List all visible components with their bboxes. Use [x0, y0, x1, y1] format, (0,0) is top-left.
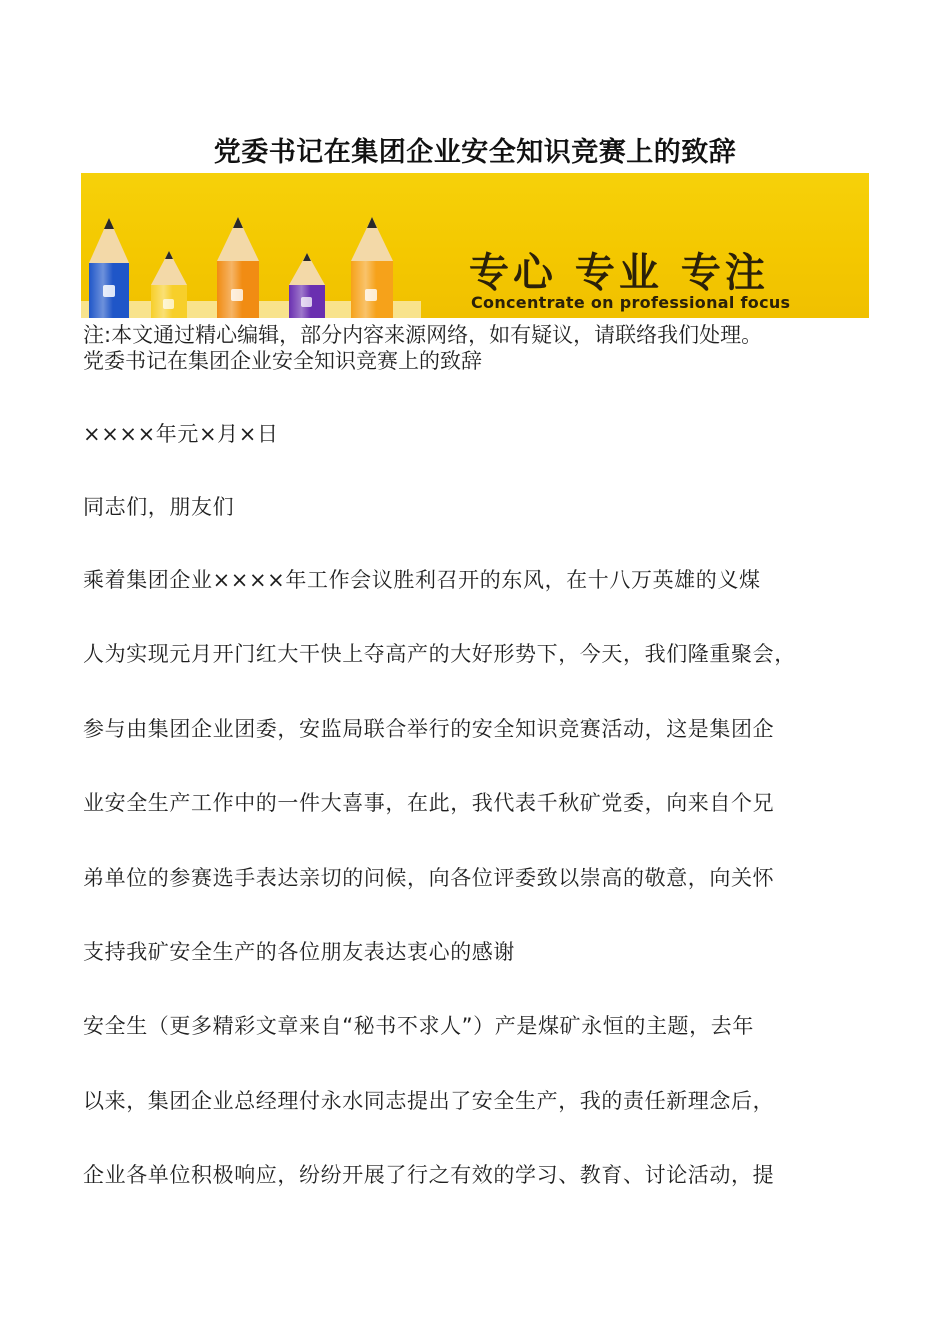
paragraph-line: 业安全生产工作中的一件大喜事，在此，我代表千秋矿党委，向来自个兄 — [83, 791, 775, 815]
pencil-blue-icon — [89, 218, 129, 318]
pencil-orange-icon — [217, 217, 259, 318]
banner-slogan-en: Concentrate on professional focus — [471, 293, 791, 312]
document-subtitle: 党委书记在集团企业安全知识竞赛上的致辞 — [83, 349, 482, 373]
paragraph-line: 安全生（更多精彩文章来自“秘书不求人”）产是煤矿永恒的主题，去年 — [83, 1014, 754, 1038]
paragraph-line: 以来，集团企业总经理付永水同志提出了安全生产，我的责任新理念后， — [83, 1089, 775, 1113]
document-title: 党委书记在集团企业安全知识竞赛上的致辞 — [213, 137, 737, 168]
paragraph-line: 企业各单位积极响应，纷纷开展了行之有效的学习、教育、讨论活动，提 — [83, 1163, 775, 1187]
document-date: ××××年元×月×日 — [83, 422, 279, 446]
paragraph-line: 乘着集团企业××××年工作会议胜利召开的东风，在十八万英雄的义煤 — [83, 568, 761, 592]
banner-image — [81, 173, 869, 318]
banner-slogan-cn: 专心 专业 专注 — [469, 250, 769, 296]
pencil-purple-icon — [289, 253, 325, 318]
editor-note: 注:本文通过精心编辑，部分内容来源网络，如有疑议，请联络我们处理。 — [83, 323, 763, 347]
paragraph-line: 参与由集团企业团委，安监局联合举行的安全知识竞赛活动，这是集团企 — [83, 717, 775, 741]
paragraph-line: 支持我矿安全生产的各位朋友表达衷心的感谢 — [83, 940, 515, 964]
paragraph-line: 人为实现元月开门红大干快上夺高产的大好形势下，今天，我们隆重聚会， — [83, 642, 796, 666]
greeting: 同志们，朋友们 — [83, 495, 235, 519]
pencil-yellow-icon — [151, 251, 187, 318]
pencil-amber-icon — [351, 217, 393, 318]
paragraph-line: 弟单位的参赛选手表达亲切的问候，向各位评委致以崇高的敬意，向关怀 — [83, 866, 775, 890]
